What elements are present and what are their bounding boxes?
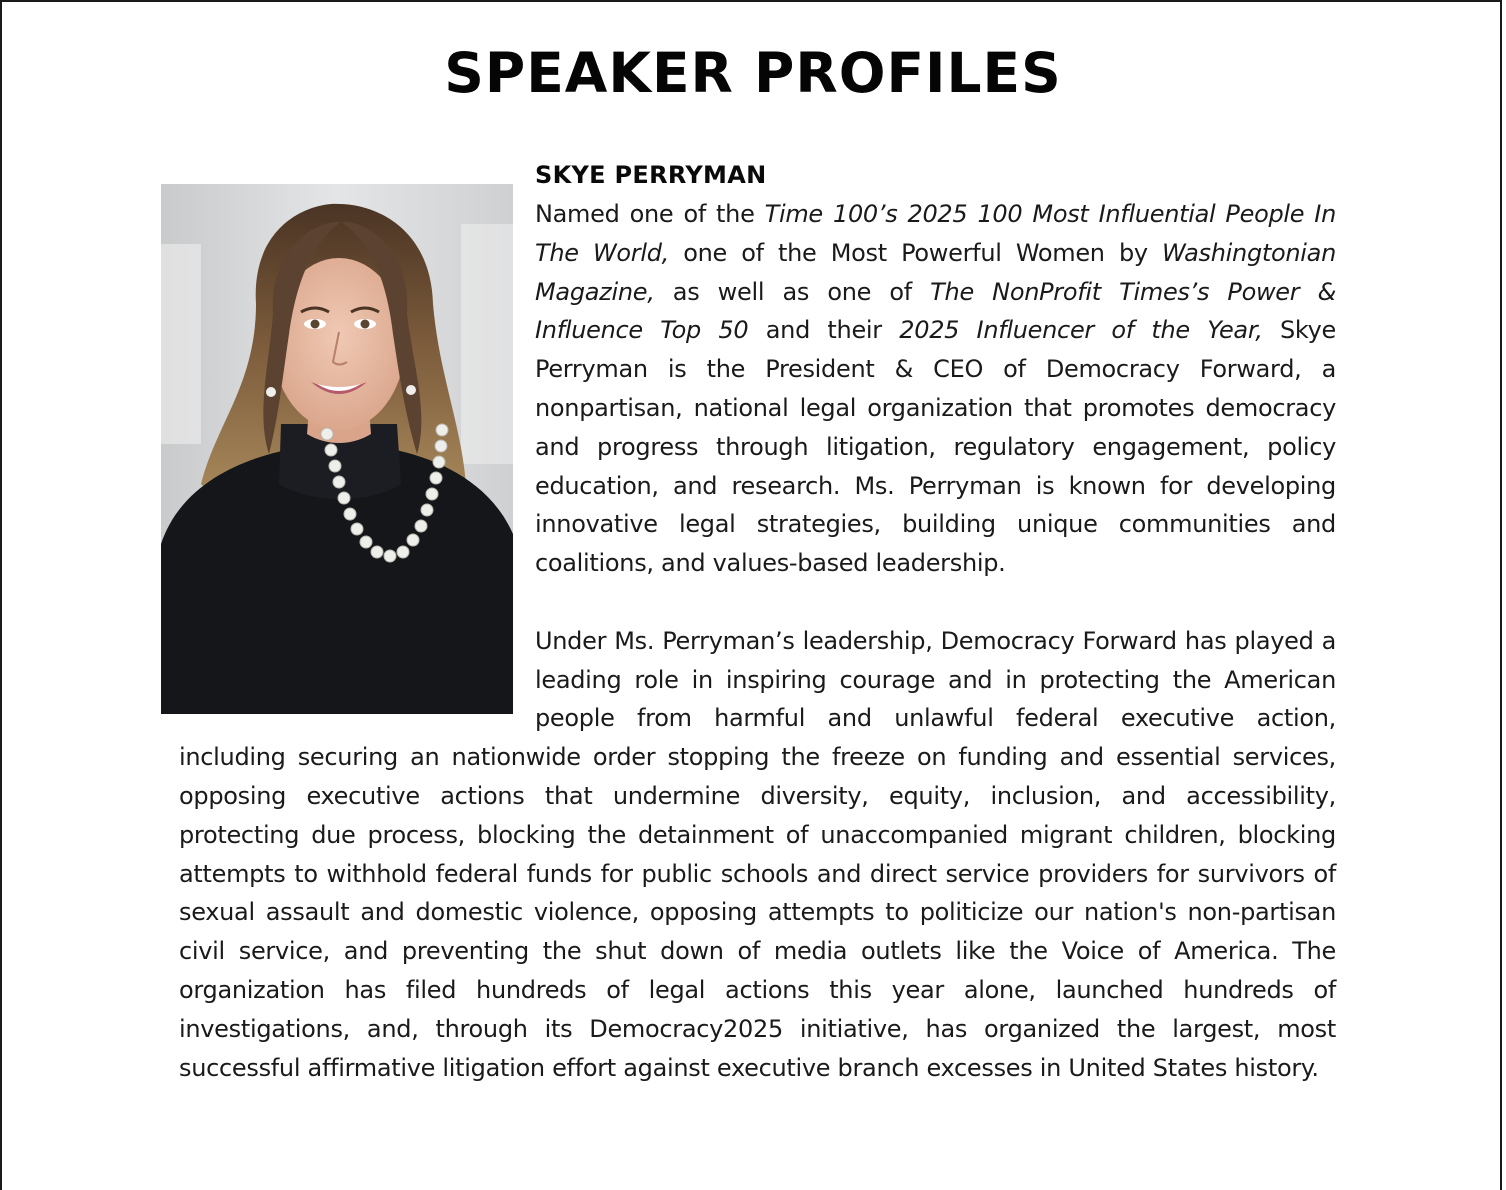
bio-italic-title: Time 100’s 2025 100 Most Influential People In The World, (535, 200, 1336, 267)
bio-text: as well as one of (654, 277, 931, 306)
bio-italic-title: The NonProfit Times’s Power & Influence Top 50 (535, 277, 1337, 345)
speaker-profile (161, 155, 1336, 1087)
bio-text: one of the Most Powerful Women by (669, 238, 1163, 267)
bio-italic-title: Washingtonian Magazine, (535, 238, 1336, 306)
page-title: SPEAKER PROFILES (444, 41, 1062, 105)
speaker-portrait (161, 184, 513, 714)
bio-text: Skye Perryman is the President & CEO of Democracy Forward, a nonpartisan, national legal organization that promotes democracy and progress through litigation, regulatory engagement, policy education, and research. Ms. Perryman is known for developing innovative legal strategies, building unique communities and coalitions, and values-based leadership. (535, 316, 1336, 578)
bio-paragraph-2: Under Ms. Perryman’s leadership, Democracy Forward has played a leading role in inspiring courage and in protecting the American people from harmful and unlawful federal executive action, including securing an nationwide order stopping the freeze on funding and essential services, opposing executive actions that undermine diversity, equity, inclusion, and accessibility, protecting due process, blocking the detainment of unaccompanied migrant children, blocking attempts to withhold federal funds for public schools and direct service providers for survivors of sexual assault and domestic violence, opposing attempts to politicize our nation's non-partisan civil service, and preventing the shut down of media outlets like the Voice of America. The organization has filed hundreds of legal actions this year alone, launched hundreds of investigations, and, through its Democracy2025 initiative, has organized the largest, most successful affirmative litigation effort against executive branch excesses in United States history. (179, 626, 1336, 1082)
bio-italic-title: 2025 Influencer of the Year, (899, 316, 1263, 345)
bio-text: Named one of the (535, 200, 765, 228)
speaker-name: SKYE PERRYMAN (535, 161, 767, 189)
bio-text: and their (748, 316, 900, 345)
